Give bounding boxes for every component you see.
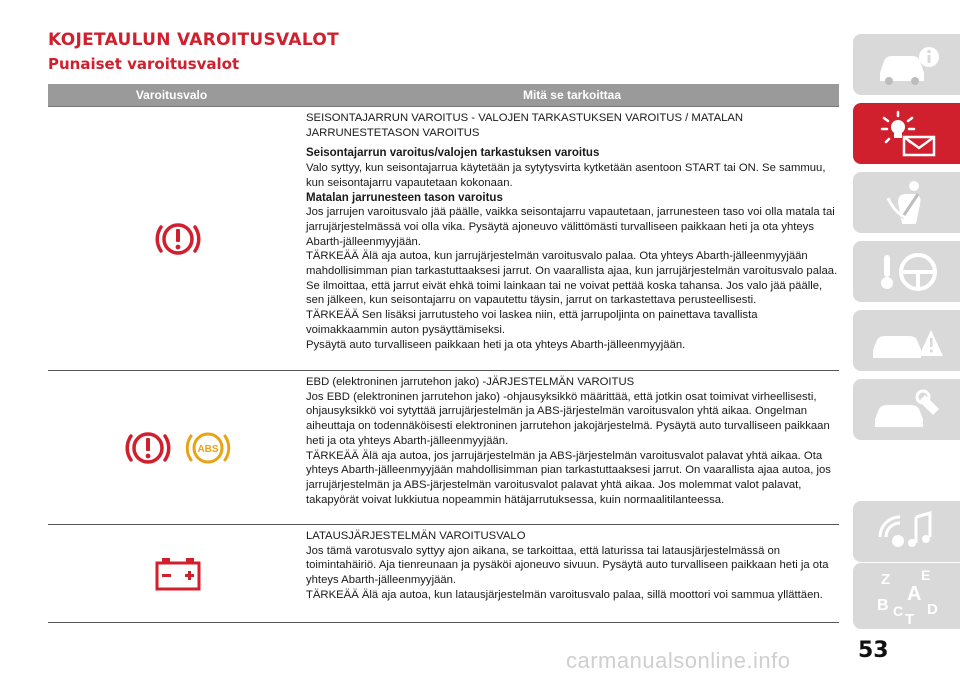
row-title: LATAUSJÄRJESTELMÄN VAROITUSVALO [306, 530, 526, 542]
svg-text:Z: Z [880, 571, 890, 588]
row-subtitle: Seisontajarrun varoitus/valojen tarkastuksen varoitus [306, 147, 600, 160]
abs-icon [183, 423, 233, 473]
row-icons [48, 107, 308, 370]
abs-label: ABS [197, 443, 219, 455]
brake-warning-icon [153, 214, 203, 264]
safety-seatbelt-icon [872, 178, 942, 228]
watermark: carmanualsonline.info [566, 648, 791, 673]
car-info-icon [872, 43, 942, 87]
brake-warning-icon [123, 423, 173, 473]
svg-text:D: D [926, 601, 938, 618]
warning-lights-icon [872, 109, 942, 159]
tab-multimedia[interactable] [853, 501, 960, 562]
emergency-icon [867, 316, 947, 366]
table-row [48, 371, 839, 525]
starting-driving-icon [872, 247, 942, 297]
table-header [48, 84, 839, 107]
row-description [306, 529, 842, 603]
table-row [48, 525, 839, 623]
tab-starting-driving[interactable] [853, 241, 960, 302]
row-paragraph: Jos tämä varotusvalo syttyy ajon aikana, se tarkoittaa, että laturissa tai latausjärjestelmässä on toimintahäiriö. Aja tienreunaan ja pysäköi ajoneuvo sivuun. Pysäytä auto turvalliseen paikkaan heti ja ota yhteys Abarth-jälleenmyyjään. [306, 544, 829, 587]
row-icons [48, 525, 308, 622]
index-icon [867, 566, 947, 626]
svg-text:E: E [920, 567, 930, 583]
row-paragraph: Pysäytä auto turvalliseen paikkaan heti ja ota yhteys Abarth-jälleenmyyjään. [306, 338, 686, 351]
maintenance-icon [867, 385, 947, 435]
tab-safety[interactable] [853, 172, 960, 233]
page-number: 53 [858, 638, 889, 663]
tab-maintenance[interactable] [853, 379, 960, 440]
row-paragraph: TÄRKEÄÄ Älä aja autoa, kun jarrujärjestelmän varoitusvalo palaa. Ota yhteys Abarth-jälleenmyyjään mahdollisimman pian tarkastuttaaksesi jarrut. On vaarallista ajaa, kun jarrujärjestelmän varoitusvalo palaa. Se ilmoittaa, että jarrut eivät ehkä toimi lainkaan tai ne voivat pettää koska tahansa. Jos valo jää päälle, sen jälkeen, kun seisontajarru on vapautettu täysin, jarrut on tarkastettava perusteellisesti. [306, 250, 838, 307]
svg-text:T: T [904, 611, 914, 626]
row-paragraph: Valo syttyy, kun seisontajarrua käytetään ja sytytysvirta kytketään asentoon START tai ON. Se sammuu, kun seisontajarru vapautetaan kokonaan. [306, 162, 826, 189]
row-description [306, 111, 842, 352]
row-description [306, 375, 842, 507]
row-paragraph: Jos jarrujen varoitusvalo jää päälle, vaikka seisontajarru vapautetaan, jarrunesteen taso voi olla matala tai jarrujärjestelmässä voi olla vika. Pysäytä ajoneuvo välittömästi turvalliseen paikkaan heti ja ota yhteys Abarth-jälleenmyyjään. [306, 206, 835, 248]
svg-text:C: C [892, 603, 903, 619]
table-row [48, 107, 839, 371]
svg-text:B: B [876, 597, 889, 614]
column-header-warning-light: Varoitusvalo [135, 88, 208, 102]
multimedia-icon [872, 507, 942, 557]
row-title: SEISONTAJARRUN VAROITUS - VALOJEN TARKASTUKSEN VAROITUS / MATALAN JARRUNESTETASON VAROITUS [306, 112, 744, 139]
battery-icon [153, 554, 203, 594]
row-icons [48, 371, 308, 524]
tab-emergency[interactable] [853, 310, 960, 371]
row-subtitle: Matalan jarrunesteen tason varoitus [306, 191, 503, 204]
tab-warning-lights[interactable] [853, 103, 960, 164]
row-paragraph: Jos EBD (elektroninen jarrutehon jako) -ohjausyksikkö määrittää, että jotkin osat toimivat virheellisesti, ohjausyksikkö voi sytyttää jarrujärjestelmän ja ABS-järjestelmän varoitusvalon yhtä aikaa. Ongelman aiheuttaja on todennäköisesti elektroninen jarrutehon jakojärjestelmä. Pysäytä auto turvalliseen paikkaan heti ja ota yhteys Abarth-jälleenmyyjään. [306, 390, 830, 447]
column-header-meaning: Mitä se tarkoittaa [522, 88, 622, 102]
row-paragraph: TÄRKEÄÄ Älä aja autoa, kun latausjärjestelmän varoitusvalo palaa, sillä moottori voi sammua yllättäen. [306, 588, 823, 601]
row-paragraph: TÄRKEÄÄ Älä aja autoa, jos jarrujärjestelmän ja ABS-järjestelmän varoitusvalot palavat yhtä aikaa. Ota yhteys Abarth-jälleenmyyjään mahdollisimman pian tarkastuttaaksesi jarrut. On vaarallista ajaa autoa, jos jarrujärjestelmän ja ABS-järjestelmän varoitusvalot palavat yhtä aikaa. Jos molemmat valot palavat, takapyörät voivat lukkiutua nopeammin hätäjarrutuksessa, kuin normaalitilanteessa. [306, 449, 831, 506]
section-subheading: Punaiset varoitusvalot [48, 55, 240, 73]
row-paragraph: TÄRKEÄÄ Sen lisäksi jarrutusteho voi laskea niin, että jarrupoljinta on painettava tavallista voimakkaammin auton pysäyttämiseksi. [306, 309, 758, 336]
row-title: EBD (elektroninen jarrutehon jako) -JÄRJESTELMÄN VAROITUS [306, 376, 635, 388]
page-heading: KOJETAULUN VAROITUSVALOT [48, 30, 339, 50]
svg-text:A: A [906, 583, 921, 605]
tab-car-info[interactable] [853, 34, 960, 95]
tab-index[interactable] [853, 563, 960, 629]
